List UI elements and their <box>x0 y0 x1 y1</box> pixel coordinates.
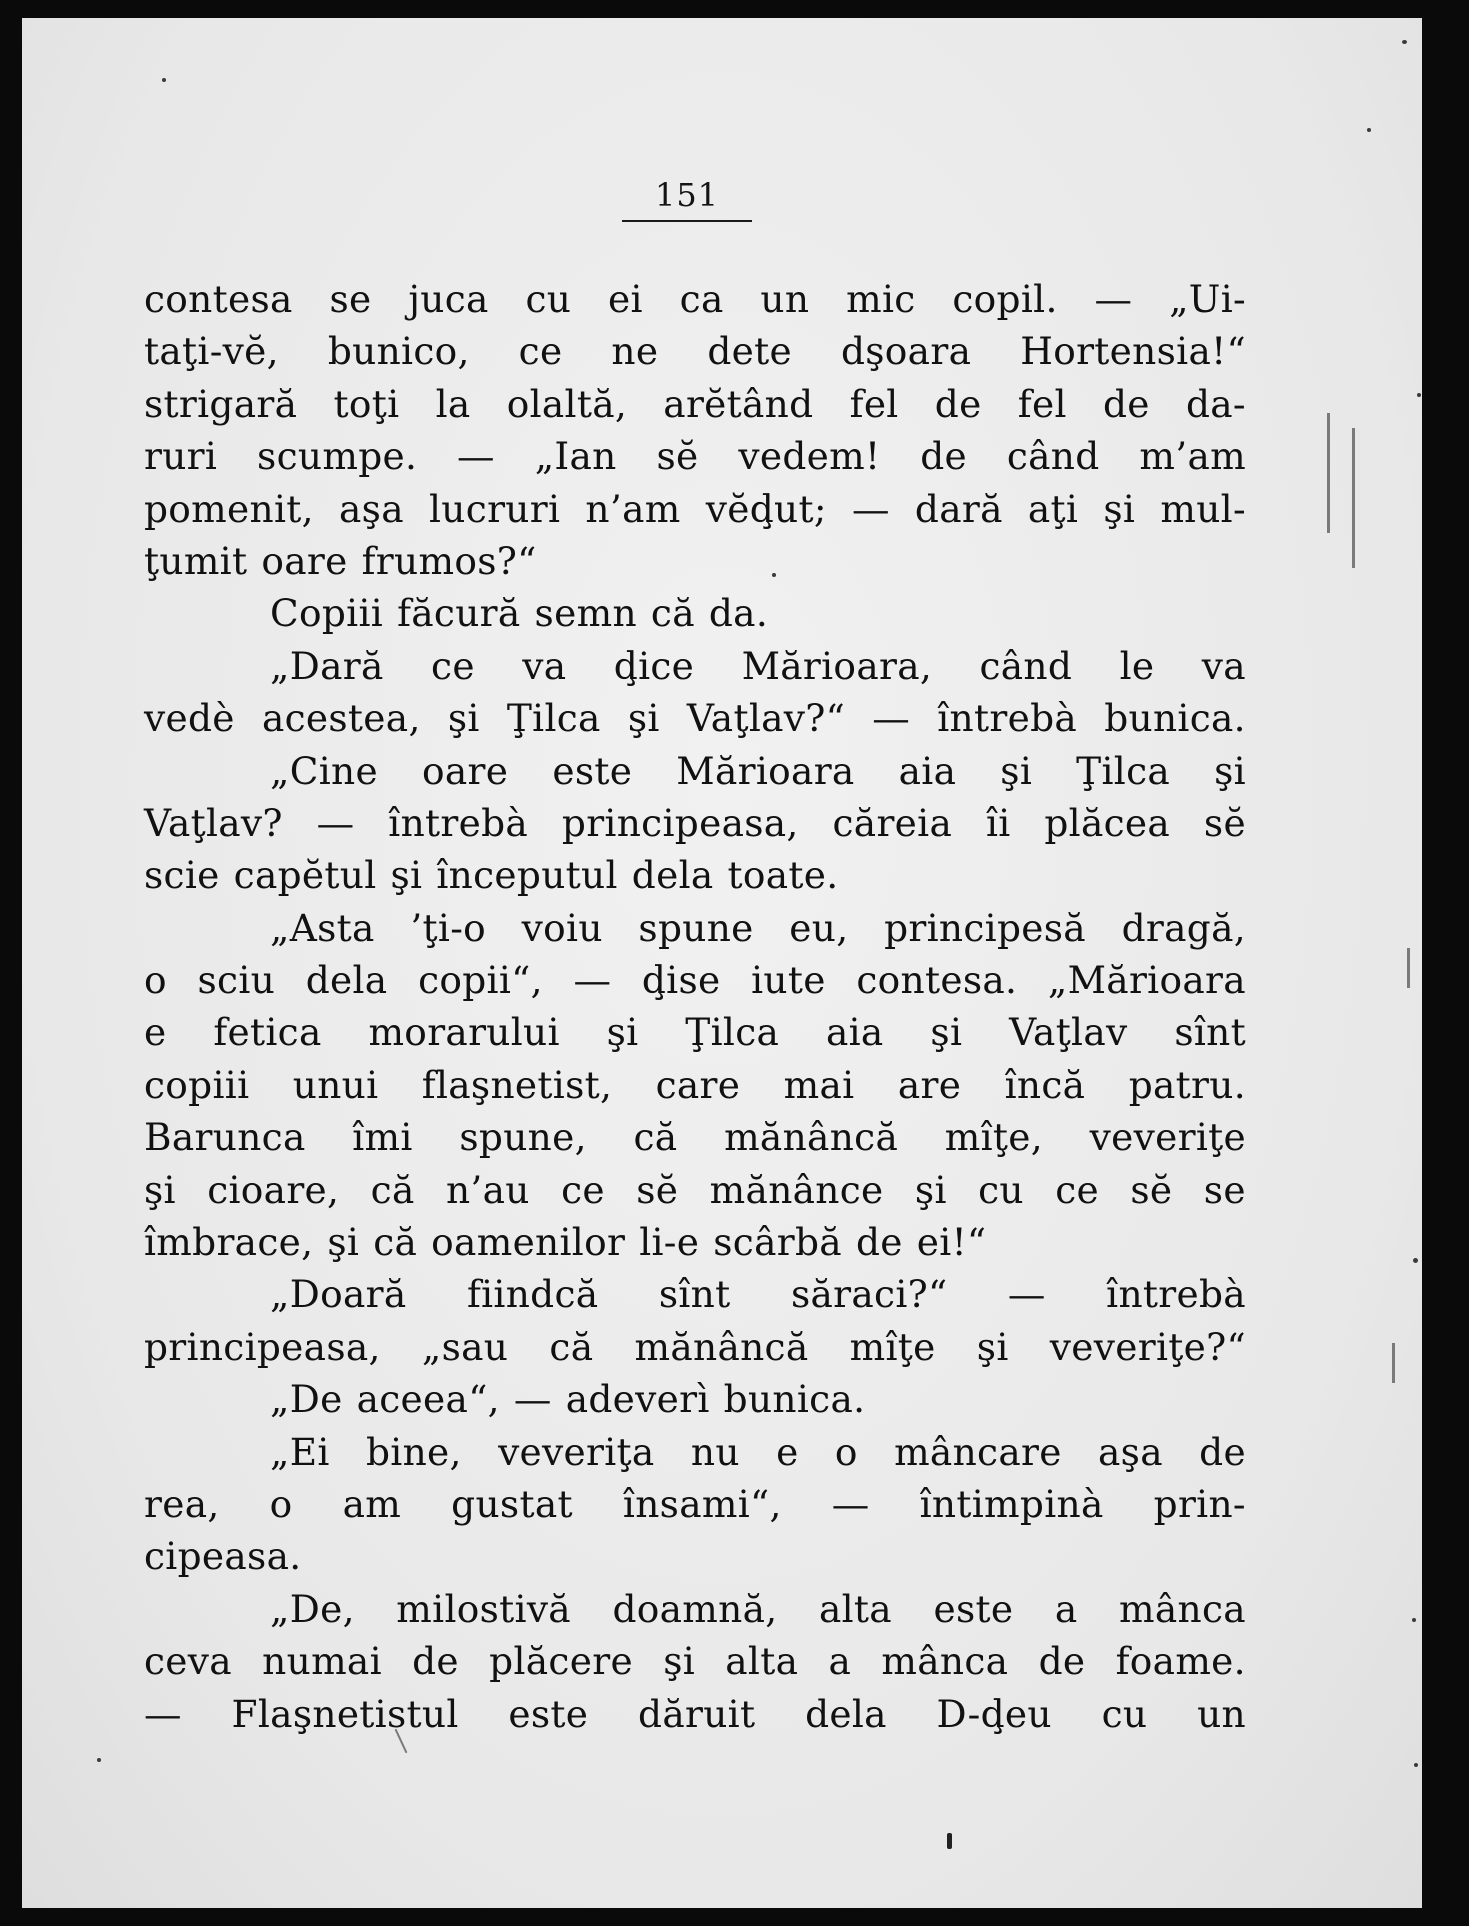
word: vedem! <box>738 434 881 479</box>
word: bunica. <box>1104 696 1246 741</box>
word: când <box>1006 434 1100 479</box>
word: dela <box>805 1691 887 1736</box>
word: Mărioara <box>676 748 855 793</box>
word: Vaţlav <box>1009 1010 1128 1055</box>
word: că <box>370 1167 415 1212</box>
text-line <box>144 587 1246 639</box>
word: ei <box>608 277 643 321</box>
word: aia <box>825 1010 884 1055</box>
word: voiu <box>521 905 603 950</box>
word: de <box>1102 381 1150 426</box>
word: ceva <box>144 1639 232 1684</box>
text-line <box>144 1373 1246 1425</box>
word: de <box>1199 1429 1246 1474</box>
word: mănâncă <box>724 1115 899 1160</box>
word: ḑice <box>613 643 695 688</box>
word: de <box>855 1220 903 1265</box>
word: vedè <box>144 696 235 741</box>
word: dăruit <box>638 1691 756 1736</box>
word: — <box>573 958 612 1003</box>
word: „De, <box>270 1586 355 1631</box>
word: însami“, <box>622 1481 782 1526</box>
word: lucruri <box>429 486 561 531</box>
word: de <box>412 1639 459 1684</box>
word: mânca <box>1119 1586 1246 1631</box>
word: se <box>1203 1167 1246 1212</box>
word: de <box>934 381 982 426</box>
text-line <box>144 1478 1246 1530</box>
word: o <box>269 1481 293 1526</box>
word: copiii <box>144 1062 250 1107</box>
word: mîţe <box>849 1324 936 1369</box>
scan-edge-mark <box>1327 413 1330 533</box>
word: iute <box>751 958 826 1003</box>
word: ce <box>431 643 475 688</box>
word: — <box>851 486 890 531</box>
word: ruri <box>144 434 218 479</box>
word: că <box>373 1220 418 1265</box>
word: de <box>920 434 967 479</box>
word: — <box>144 1691 182 1736</box>
word: contesa. <box>856 958 1018 1003</box>
word: a <box>828 1639 852 1684</box>
word: D-ḑeu <box>936 1691 1052 1736</box>
word: a <box>1054 1586 1078 1631</box>
word: doamnă, <box>612 1586 778 1631</box>
word: plăcea <box>1044 800 1171 845</box>
word: şi <box>930 1010 963 1055</box>
word: arĕtând <box>663 381 814 426</box>
word: Copiii <box>270 591 384 636</box>
word: scie <box>144 853 220 898</box>
word: un <box>760 277 810 321</box>
scan-speck <box>1413 1258 1418 1263</box>
scan-speck <box>162 78 166 82</box>
word: — <box>1007 1272 1046 1317</box>
word: are <box>897 1062 962 1107</box>
scan-speck <box>1367 128 1371 132</box>
word: veveriţe <box>1089 1115 1246 1160</box>
book-page <box>22 18 1422 1908</box>
text-line <box>144 378 1246 430</box>
text-line <box>144 1530 1246 1582</box>
word: flaşnetist, <box>421 1062 613 1107</box>
word: patru. <box>1128 1062 1246 1107</box>
word: cu <box>525 277 572 321</box>
word: căreia <box>832 800 953 845</box>
word: şi <box>606 1010 639 1055</box>
word: Ţilca <box>685 1010 780 1055</box>
word: frumos?“ <box>361 538 537 583</box>
text-line <box>144 954 1246 1006</box>
scan-edge-mark <box>1352 428 1355 568</box>
text-line <box>144 1268 1246 1320</box>
text-line <box>144 692 1246 744</box>
word: milostivă <box>396 1586 571 1631</box>
word: copil. <box>952 277 1058 321</box>
word: alta <box>818 1586 892 1631</box>
text-line <box>144 535 1246 587</box>
text-line <box>144 640 1246 692</box>
word: Ţilca <box>506 696 601 741</box>
word: când <box>979 643 1073 688</box>
word: bunica. <box>723 1377 866 1422</box>
text-line <box>144 325 1246 377</box>
word: n’au <box>445 1167 530 1212</box>
word: mănânce <box>709 1167 884 1212</box>
word: întimpinà <box>919 1481 1104 1526</box>
word: semn <box>534 591 637 636</box>
word: prin- <box>1153 1481 1246 1526</box>
word: — <box>872 696 911 741</box>
word: îmbrace, <box>144 1220 314 1265</box>
page-header <box>622 176 752 222</box>
word: o <box>144 958 167 1003</box>
word: dragă, <box>1121 905 1246 950</box>
word: cipeasa. <box>144 1534 302 1579</box>
word: mănâncă <box>634 1324 809 1369</box>
text-line <box>144 1059 1246 1111</box>
word: fiindcă <box>466 1272 599 1317</box>
word: n’am <box>585 486 681 531</box>
word: de <box>1038 1639 1086 1684</box>
word: e <box>776 1429 799 1474</box>
text-line <box>144 849 1246 901</box>
word: mul- <box>1160 486 1246 531</box>
scan-edge-mark <box>1407 948 1410 988</box>
word: spune <box>638 905 754 950</box>
word: fel <box>849 381 899 426</box>
word: — <box>457 434 495 479</box>
word: că <box>549 1324 594 1369</box>
word: începutul <box>436 853 618 898</box>
word: unui <box>292 1062 379 1107</box>
word: olaltă, <box>506 381 628 426</box>
word: şi <box>1214 748 1246 793</box>
word: Vaţlav?“ <box>686 696 846 741</box>
word: veveriţe?“ <box>1049 1324 1246 1369</box>
word: nu <box>690 1429 740 1474</box>
word: da- <box>1185 381 1246 426</box>
text-line <box>144 1583 1246 1635</box>
word: Flaşnetistul <box>231 1691 459 1736</box>
word: Mărioara, <box>741 643 933 688</box>
word: vĕḑut; <box>705 486 827 531</box>
word: mâncare <box>894 1429 1062 1474</box>
word: întrebà <box>388 800 529 845</box>
word: fetica <box>213 1010 322 1055</box>
word: este <box>508 1691 589 1736</box>
word: un <box>1197 1691 1246 1736</box>
text-line <box>144 430 1246 482</box>
word: plăcere <box>489 1639 633 1684</box>
text-line <box>144 483 1246 535</box>
word: pomenit, <box>144 486 314 531</box>
word: toate. <box>727 853 839 898</box>
word: sciu <box>197 958 276 1003</box>
text-line <box>144 1635 1246 1687</box>
scan-speck <box>1414 1763 1418 1767</box>
word: gustat <box>451 1481 573 1526</box>
word: se <box>329 277 372 321</box>
word: principeasa, <box>561 800 799 845</box>
word: săraci?“ <box>790 1272 948 1317</box>
text-line <box>144 1321 1246 1373</box>
text-line <box>144 1216 1246 1268</box>
word: Hortensia!“ <box>1020 329 1246 374</box>
word: principesă <box>884 905 1086 950</box>
word: veveriţa <box>498 1429 655 1474</box>
word: rea, <box>144 1481 220 1526</box>
word: va <box>522 643 567 688</box>
word: „sau <box>421 1324 509 1369</box>
word: mânca <box>881 1639 1009 1684</box>
word: ne <box>611 329 659 374</box>
word: Ţilca <box>1076 748 1171 793</box>
word: capĕtul <box>233 853 377 898</box>
word: ţumit <box>144 538 248 583</box>
word: oamenilor <box>431 1220 626 1265</box>
word: morarului <box>368 1010 560 1055</box>
word: dară <box>914 486 1003 531</box>
page-number: 151 <box>654 176 720 214</box>
word: cu <box>1101 1691 1148 1736</box>
word: numai <box>262 1639 382 1684</box>
word: şi <box>627 696 660 741</box>
text-line <box>144 1688 1246 1740</box>
word: „Ei <box>270 1429 330 1474</box>
word: mîţe, <box>944 1115 1043 1160</box>
word: sînt <box>1174 1010 1246 1055</box>
word: am <box>342 1481 402 1526</box>
word: aceea“, <box>356 1377 500 1422</box>
word: sĕ <box>656 434 699 479</box>
word: întrebà <box>937 696 1078 741</box>
word: fel <box>1017 381 1067 426</box>
word: va <box>1201 643 1246 688</box>
word: şi <box>663 1639 696 1684</box>
word: alta <box>725 1639 799 1684</box>
word: aţi <box>1027 486 1079 531</box>
text-line <box>144 1111 1246 1163</box>
word: bine, <box>366 1429 462 1474</box>
word: principeasa, <box>144 1324 381 1369</box>
text-line <box>144 902 1246 954</box>
scan-speck <box>1402 40 1407 44</box>
word: scârbă <box>713 1220 842 1265</box>
word: le <box>1119 643 1155 688</box>
word: oare <box>261 538 348 583</box>
word: oare <box>422 748 509 793</box>
word: că <box>650 591 695 636</box>
word: „Asta <box>270 905 375 950</box>
page-number-rule <box>622 220 752 222</box>
word: şi <box>144 1167 176 1212</box>
text-line <box>144 273 1246 325</box>
word: — <box>831 1481 870 1526</box>
word: şi <box>1103 486 1136 531</box>
word: ca <box>679 277 724 321</box>
word: taţi-vĕ, <box>144 329 279 374</box>
word: dela <box>631 853 714 898</box>
word: juca <box>408 277 489 321</box>
word: ei!“ <box>916 1220 987 1265</box>
word: „De <box>270 1377 343 1422</box>
word: ce <box>1055 1167 1100 1212</box>
word: aşa <box>339 486 404 531</box>
word: e <box>144 1010 167 1055</box>
word: sĕ <box>1130 1167 1173 1212</box>
word: o <box>834 1429 858 1474</box>
word: „Doară <box>270 1272 407 1317</box>
word: toţi <box>333 381 400 426</box>
word: — <box>316 800 355 845</box>
word: contesa <box>144 277 293 321</box>
word: „Dară <box>270 643 384 688</box>
word: îi <box>985 800 1011 845</box>
word: şi <box>447 696 480 741</box>
word: şi <box>327 1220 360 1265</box>
word: făcură <box>397 591 521 636</box>
text-line <box>144 745 1246 797</box>
scan-speck <box>947 1833 952 1849</box>
word: ce <box>561 1167 605 1212</box>
word: aşa <box>1098 1429 1163 1474</box>
word: bunico, <box>327 329 470 374</box>
word: şi <box>390 853 423 898</box>
word: şi <box>914 1167 947 1212</box>
word: „Ian <box>534 434 617 479</box>
word: la <box>435 381 471 426</box>
text-line <box>144 1164 1246 1216</box>
word: li-e <box>639 1220 700 1265</box>
scan-speck <box>97 1758 101 1762</box>
scan-edge-mark <box>1392 1343 1395 1383</box>
word: foame. <box>1115 1639 1246 1684</box>
scan-speck <box>772 573 776 577</box>
word: scumpe. <box>257 434 418 479</box>
word: dşoara <box>840 329 972 374</box>
word: îmi <box>352 1115 413 1160</box>
word: eu, <box>789 905 849 950</box>
word: şi <box>976 1324 1009 1369</box>
word: copii“, <box>418 958 543 1003</box>
text-line <box>144 1006 1246 1058</box>
word: aia <box>898 748 957 793</box>
scan-speck <box>1417 393 1421 397</box>
word: „Mărioara <box>1047 958 1246 1003</box>
word: Vaţlav? <box>144 800 283 845</box>
word: da. <box>708 591 769 636</box>
word: este <box>552 748 633 793</box>
text-line <box>144 797 1246 849</box>
word: şi <box>1000 748 1033 793</box>
word: adeverì <box>565 1377 710 1422</box>
word: mic <box>846 277 916 321</box>
word: m’am <box>1139 434 1246 479</box>
word: spune, <box>459 1115 587 1160</box>
scan-speck <box>1412 1618 1416 1622</box>
word: acestea, <box>261 696 421 741</box>
word: întrebà <box>1106 1272 1246 1317</box>
word: cioare, <box>207 1167 340 1212</box>
word: ’ţi-o <box>410 905 487 950</box>
word: este <box>933 1586 1014 1631</box>
word: încă <box>1004 1062 1086 1107</box>
word: care <box>655 1062 741 1107</box>
word: dela <box>305 958 388 1003</box>
word: sînt <box>658 1272 731 1317</box>
word: sĕ <box>636 1167 679 1212</box>
text-line <box>144 1426 1246 1478</box>
word: că <box>633 1115 678 1160</box>
word: dete <box>707 329 792 374</box>
word: strigară <box>144 381 298 426</box>
word: ḑise <box>641 958 721 1003</box>
word: sĕ <box>1203 800 1246 845</box>
word: ce <box>518 329 563 374</box>
word: „Cine <box>270 748 378 793</box>
word: — <box>513 1377 552 1422</box>
word: mai <box>783 1062 855 1107</box>
word: — <box>1094 277 1133 321</box>
word: „Ui- <box>1169 277 1246 321</box>
word: cu <box>978 1167 1024 1212</box>
body-text <box>144 273 1246 1740</box>
word: Barunca <box>144 1115 306 1160</box>
